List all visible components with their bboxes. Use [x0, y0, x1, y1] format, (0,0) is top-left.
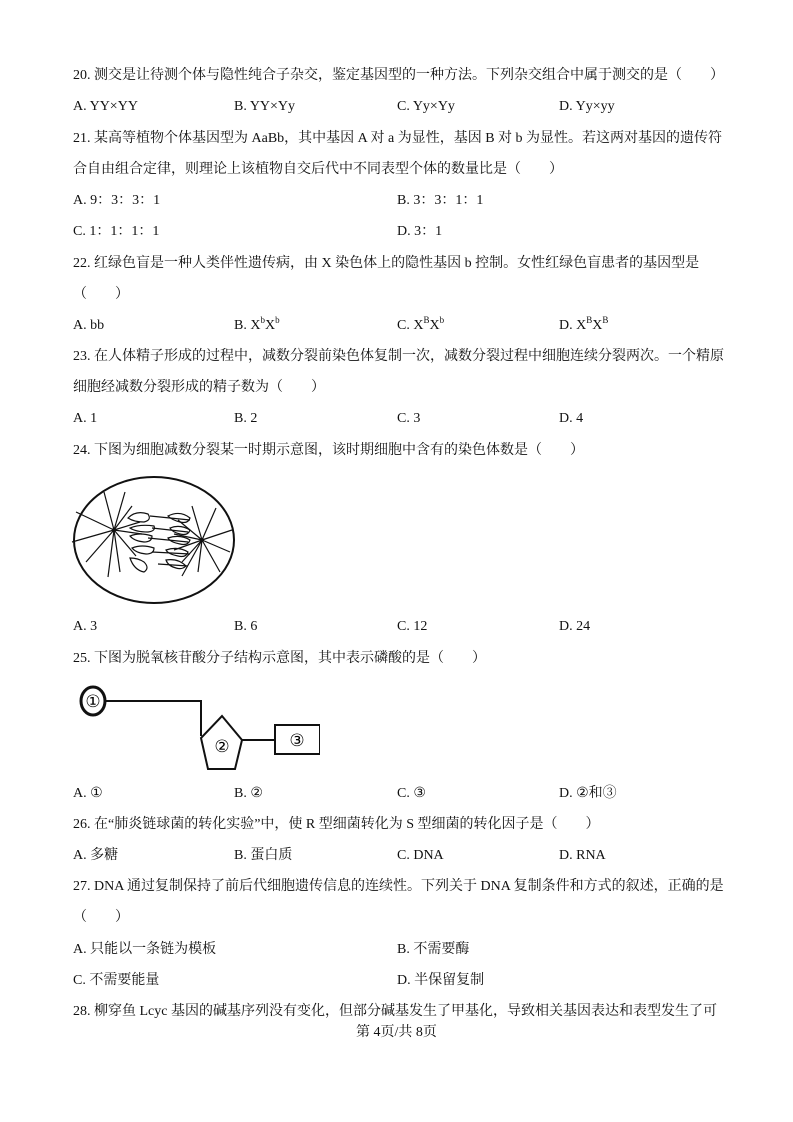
- option-a: A. 1: [73, 411, 98, 426]
- option-b: B. 不需要酶: [397, 942, 470, 957]
- superscript: B: [423, 315, 430, 325]
- option-c: C. DNA: [397, 848, 444, 863]
- option-c: [397, 317, 444, 335]
- option-a: [73, 317, 104, 335]
- question-stem: 25. 下图为脱氧核苷酸分子结构示意图，其中表示磷酸的是（ ）: [73, 651, 486, 666]
- option-d: D. 24: [559, 619, 591, 634]
- option-b: B. 6: [234, 619, 258, 634]
- superscript: B: [602, 315, 609, 325]
- option-text: X: [429, 318, 440, 333]
- label-2: ②: [214, 737, 230, 756]
- question-stem-cont: （ ）: [73, 287, 129, 302]
- option-c: C. ③: [397, 786, 426, 801]
- option-b: B. 3：3：1：1: [397, 193, 484, 208]
- option-d: D. ②和③: [559, 786, 617, 801]
- question-stem-cont: 合自由组合定律，则理论上该植物自交后代中不同表型个体的数量比是（ ）: [73, 162, 563, 177]
- superscript: b: [260, 315, 265, 325]
- option-c: C. 3: [397, 411, 421, 426]
- question-stem: 22. 红绿色盲是一种人类伴性遗传病，由 X 染色体上的隐性基因 b 控制。女性红绿色盲患者的基因型是: [73, 256, 700, 271]
- option-text: C. X: [397, 318, 424, 333]
- option-b: B. 蛋白质: [234, 848, 293, 863]
- question-stem: 21. 某高等植物个体基因型为 AaBb，其中基因 A 对 a 为显性，基因 B 对 b 为显性。若这两对基因的遗传符: [73, 131, 723, 146]
- label-1: ①: [85, 692, 101, 711]
- option-text: X: [264, 318, 276, 333]
- superscript: B: [586, 315, 593, 325]
- option-d: D. 4: [559, 411, 584, 426]
- option-d: D. 3：1: [397, 224, 443, 239]
- question-stem: 23. 在人体精子形成的过程中，减数分裂前染色体复制一次，减数分裂过程中细胞连续分裂两次。一个精原: [73, 349, 724, 364]
- question-stem: 24. 下图为细胞减数分裂某一时期示意图，该时期细胞中含有的染色体数是（ ）: [73, 443, 584, 458]
- option-text: A. bb: [73, 318, 105, 333]
- option-text: B. X: [234, 318, 261, 333]
- option-c: C. 不需要能量: [73, 973, 160, 988]
- option-a: A. YY×YY: [73, 99, 138, 114]
- option-d: [559, 317, 608, 335]
- nucleotide-diagram: [70, 680, 320, 775]
- option-b: B. 2: [234, 411, 258, 426]
- option-text: D. X: [559, 318, 587, 333]
- option-a: A. 只能以一条链为模板: [73, 942, 217, 957]
- option-b: B. ②: [234, 786, 263, 801]
- option-a: A. 3: [73, 619, 98, 634]
- option-a: A. 多糖: [73, 848, 119, 863]
- superscript: b: [275, 315, 280, 325]
- cell-division-figure: [70, 472, 240, 610]
- option-a: A. ①: [73, 786, 103, 801]
- question-stem: 27. DNA 通过复制保持了前后代细胞遗传信息的连续性。下列关于 DNA 复制条件和方式的叙述，正确的是: [73, 879, 724, 894]
- option-c: C. 1：1：1：1: [73, 224, 160, 239]
- option-d: D. Yy×yy: [559, 99, 615, 114]
- option-a: A. 9：3：3：1: [73, 193, 161, 208]
- option-b: B. YY×Yy: [234, 99, 296, 114]
- page-number: 第 4页/共 8页: [356, 1025, 437, 1040]
- option-text: X: [592, 318, 603, 333]
- question-stem-cont: 细胞经减数分裂形成的精子数为（ ）: [73, 380, 325, 395]
- question-stem: 28. 柳穿鱼 Lcyc 基因的碱基序列没有变化，但部分碱基发生了甲基化，导致相关基因表达和表型发生了可: [73, 1004, 717, 1019]
- question-stem: 26. 在“肺炎链球菌的转化实验”中，使 R 型细菌转化为 S 型细菌的转化因子是（ ）: [73, 817, 600, 832]
- option-d: D. 半保留复制: [397, 973, 485, 988]
- question-stem-cont: （ ）: [73, 910, 129, 925]
- option-d: D. RNA: [559, 848, 606, 863]
- option-c: C. 12: [397, 619, 428, 634]
- option-b: [234, 317, 280, 335]
- question-stem: 20. 测交是让待测个体与隐性纯合子杂交，鉴定基因型的一种方法。下列杂交组合中属于测交的是（ ）: [73, 68, 724, 83]
- superscript: b: [439, 315, 445, 325]
- option-c: C. Yy×Yy: [397, 99, 455, 114]
- label-3: ③: [289, 731, 305, 750]
